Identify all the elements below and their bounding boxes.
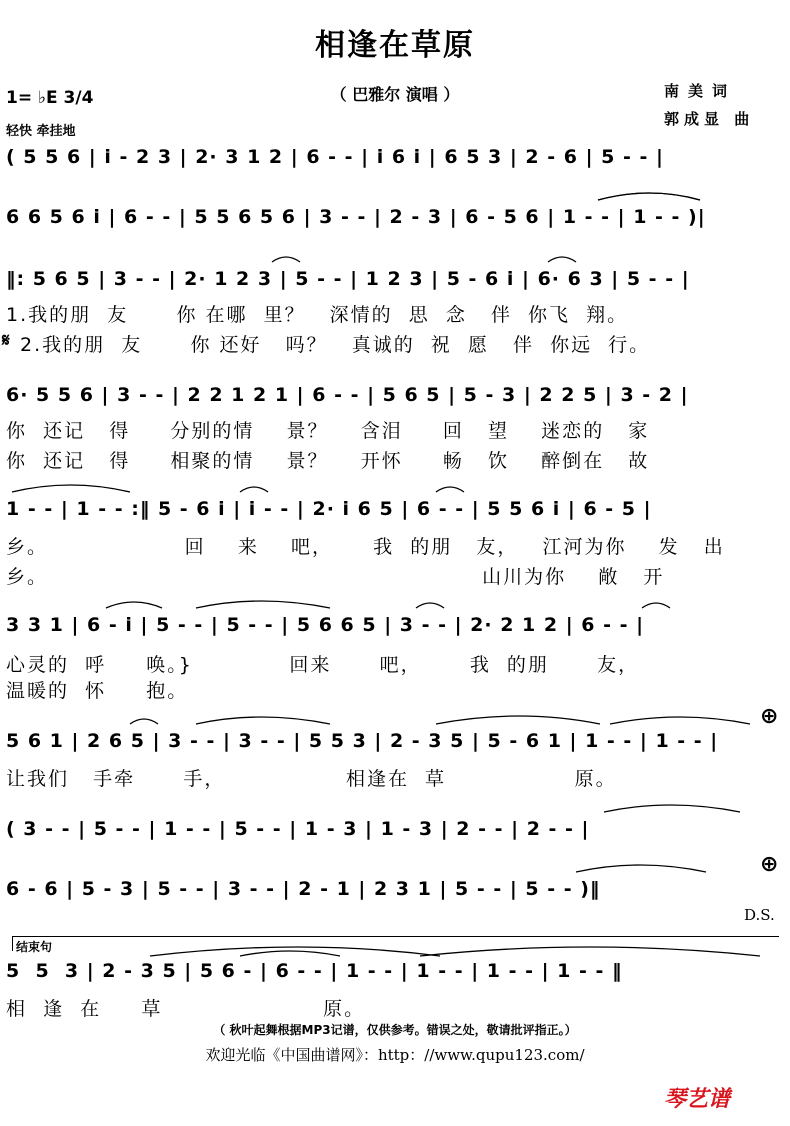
notation-row: 5 6 1 | 2 6 5 | 3 - - | 3 - - | 5 5 3 | 2 - 3 5 | 5 - 6 1 | 1 - - | 1 - - | (6, 730, 719, 752)
lyric-line: 让我们 手牵 手， 相逢在 草 原。 (6, 768, 617, 790)
notation-row: 6 6 5 6 i | 6 - - | 5 5 6 5 6 | 3 - - | 2 - 3 | 6 - 5 6 | 1 - - | 1 - - )| (6, 206, 706, 228)
lyric-line: 温暖的 怀 抱。 (6, 680, 189, 702)
notation-row: ( 5 5 6 | i - 2 3 | 2· 3 1 2 | 6 - - | i 6 i | 6 5 3 | 2 - 6 | 5 - - | (6, 146, 664, 168)
notation-row: ‖: 5 6 5 | 3 - - | 2· 1 2 3 | 5 - - | 1 2 3 | 5 - 6 i | 6· 6 3 | 5 - - | (6, 268, 690, 290)
lyric-line: 乡。 山川为你 敞 开 (6, 566, 665, 588)
coda-icon: ⊕ (760, 704, 779, 729)
coda-icon: ⊕ (760, 852, 779, 877)
lyric-line: 相 逢 在 草 原。 (6, 998, 366, 1020)
notation-row: 3 3 1 | 6 - i | 5 - - | 5 - - | 5 6 6 5 | 3 - - | 2· 2 1 2 | 6 - - | (6, 614, 645, 636)
site-logo: 琴艺谱 (664, 1087, 731, 1112)
lyric-line: 心灵的 呼 唤。} 回来 吧， 我 的朋 友， (6, 654, 640, 676)
lyric-line: 2.我的朋 友 你 还好 吗？ 真诚的 祝 愿 伴 你远 行。 (20, 334, 651, 356)
dal-segno-mark: D.S. (744, 906, 775, 924)
ending-label: 结束句 (16, 940, 53, 954)
notation-row: 6· 5 5 6 | 3 - - | 2 2 1 2 1 | 6 - - | 5 6 5 | 5 - 3 | 2 2 5 | 3 - 2 | (6, 384, 689, 406)
composer-credit: 郭成显 曲 (664, 110, 755, 128)
lyric-line: 乡。 回 来 吧， 我 的朋 友， 江河为你 发 出 (6, 536, 725, 558)
tempo-marking: 轻快 牵挂地 (6, 124, 76, 139)
notation-row: 1 - - | 1 - - :‖ 5 - 6 i | i - - | 2· i 6 5 | 6 - - | 5 5 6 i | 6 - 5 | (6, 498, 652, 520)
ending-bracket (12, 936, 779, 951)
key-signature: 1= ♭E 3/4 (6, 88, 94, 108)
lyric-line: 1.我的朋 友 你 在哪 里？ 深情的 思 念 伴 你飞 翔。 (6, 304, 629, 326)
performer-subtitle: （ 巴雅尔 演唱 ） (330, 85, 460, 104)
page-title: 相逢在草原 (315, 28, 475, 63)
notation-row: 5 5 3 | 2 - 3 5 | 5 6 - | 6 - - | 1 - - | 1 - - | 1 - - | 1 - - ‖ (6, 960, 623, 982)
notation-row: 6 - 6 | 5 - 3 | 5 - - | 3 - - | 2 - 1 | 2 3 1 | 5 - - | 5 - - )‖ (6, 878, 601, 900)
notation-row: ( 3 - - | 5 - - | 1 - - | 5 - - | 1 - 3 | 1 - 3 | 2 - - | 2 - - | (6, 818, 590, 840)
lyricist-credit: 南美词 (664, 82, 737, 100)
segno-icon: 𝄋 (2, 330, 10, 351)
lyric-line: 你 还记 得 相聚的情 景？ 开怀 畅 饮 醉倒在 故 (6, 450, 650, 472)
website-credit: 欢迎光临《中国曲谱网》：http：//www.qupu123.com/ (205, 1046, 585, 1064)
footnote: （ 秋叶起舞根据MP3记谱，仅供参考。错误之处，敬请批评指正。） (213, 1023, 577, 1037)
lyric-line: 你 还记 得 分别的情 景？ 含泪 回 望 迷恋的 家 (6, 420, 650, 442)
